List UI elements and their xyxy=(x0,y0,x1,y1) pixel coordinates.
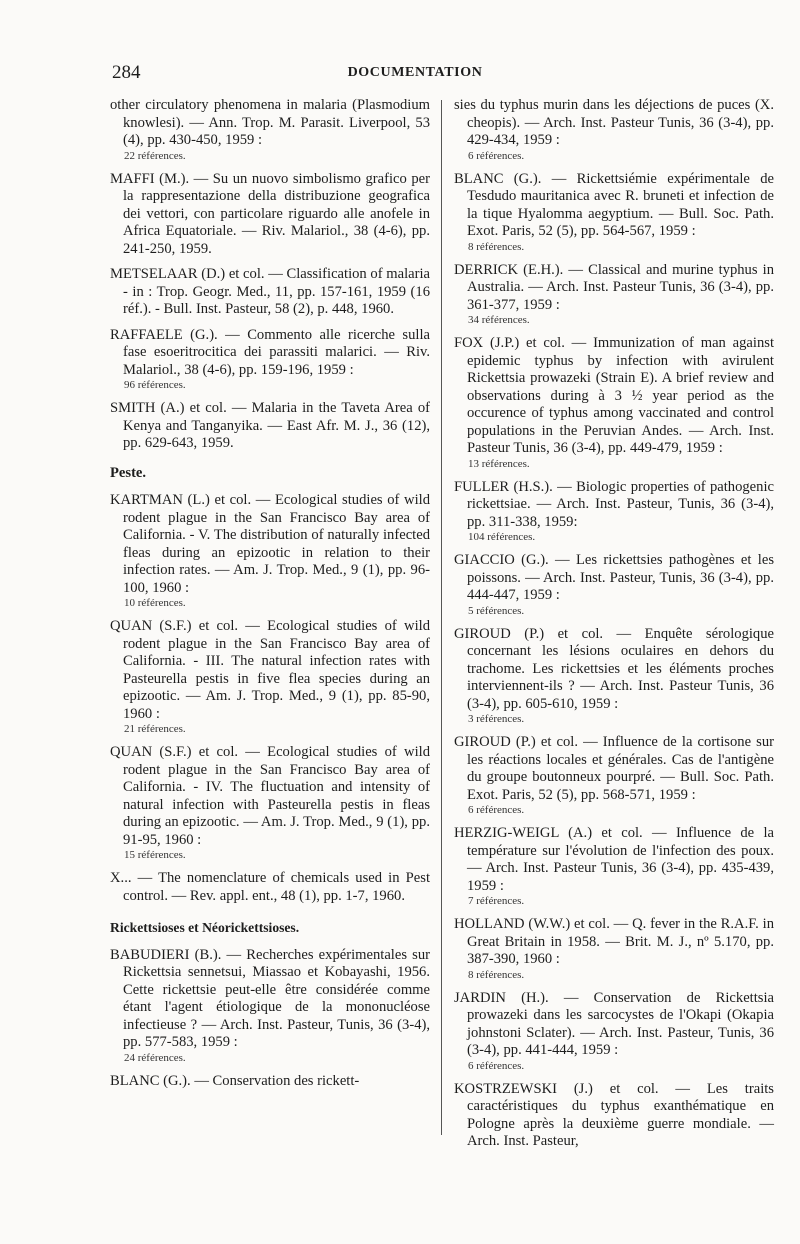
reference-count: 5 références. xyxy=(468,604,525,617)
entry-text: KOSTRZEWSKI (J.) et col. — Les traits caractéristiques du typhus exanthématique en Pologne après la deuxième guerre mondiale. — Arch. Inst. Pasteur, xyxy=(454,1080,774,1149)
entry-text: BLANC (G.). — Rickettsiémie expérimentale de Tesdudo mauritanica avec R. bruneti et infection de la tique Hyalomma aegyptium. — Bull. Soc. Path. Exot. Paris, 52 (5), pp. 564-567, 1959 : xyxy=(454,170,774,239)
reference-count: 6 références. xyxy=(468,149,525,162)
reference-count: 96 références. xyxy=(124,379,186,391)
reference-entry xyxy=(110,327,430,393)
left-column xyxy=(110,97,430,1098)
entry-text: BABUDIERI (B.). — Recherches expérimentales sur Rickettsia sennetsui, Miassao et Kobayashi, 1956. Cette rickettsie peut-elle être considérée comme étant l'agent étiologique de la mononucléose infectieuse ? — Arch. Inst. Pasteur, Tunis, 36 (3-4), pp. 577-583, 1959 : xyxy=(110,946,430,1050)
reference-entry xyxy=(454,335,774,471)
entry-text: BLANC (G.). — Conservation des rickett- xyxy=(110,1072,360,1089)
reference-count: 3 références. xyxy=(468,713,525,725)
entry-text: GIROUD (P.) et col. — Influence de la cortisone sur les réactions locales et générales. Cas de l'antigène du groupe boutonneux pourpré. — Bull. Soc. Path. Exot. Paris, 52 (5), pp. 568-571, 1959 : xyxy=(454,734,774,803)
entry-text: QUAN (S.F.) et col. — Ecological studies of wild rodent plague in the San Francisco Bay area of California. - IV. The fluctuation and intensity of natural infection with Pasteurella pestis in fleas during an epizootic. — Am. J. Trop. Med., 9 (1), pp. 91-95, 1960 : xyxy=(110,744,430,848)
entry-text: FULLER (H.S.). — Biologic properties of pathogenic rickettsiae. — Arch. Inst. Pasteur, Tunis, 36 (3-4), pp. 311-338, 1959: xyxy=(454,478,774,530)
reference-count: 15 références. xyxy=(124,849,186,861)
reference-entry xyxy=(110,1073,430,1091)
reference-count: 7 références. xyxy=(468,895,525,907)
reference-entry xyxy=(110,618,430,736)
reference-entry xyxy=(454,97,774,163)
entry-text: MAFFI (M.). — Su un nuovo simbolismo grafico per la rappresentazione della distribuzione geografica dei vettori, con particolare riguardo alle anofele in Africa Equatoriale. — Riv. Malariol., 38 (4-6), pp. 241-250, 1959. xyxy=(110,170,430,257)
reference-entry xyxy=(454,1081,774,1151)
reference-entry xyxy=(454,990,774,1073)
reference-entry xyxy=(110,870,430,905)
reference-entry xyxy=(110,171,430,259)
reference-entry xyxy=(454,626,774,727)
entry-text: RAFFAELE (G.). — Commento alle ricerche sulla fase esoeritrocitica dei parassiti malarici. — Riv. Malariol., 38 (4-6), pp. 159-196, 1959 : xyxy=(110,326,430,378)
reference-entry xyxy=(110,744,430,862)
reference-count: 22 références. xyxy=(124,149,186,162)
reference-entry xyxy=(454,916,774,982)
reference-entry xyxy=(110,492,430,610)
entry-text: other circulatory phenomena in malaria (Plasmodium knowlesi). — Ann. Trop. M. Parasit. Liverpool, 53 (4), pp. 430-450, 1959 : xyxy=(110,97,430,148)
entry-text: METSELAAR (D.) et col. — Classification of malaria - in : Trop. Geogr. Med., 11, pp. 157-161, 1959 (16 réf.). - Bull. Inst. Pasteur, 58 (2), p. 448, 1960. xyxy=(110,266,430,317)
reference-entry xyxy=(454,262,774,328)
reference-entry xyxy=(454,479,774,545)
reference-count: 13 références. xyxy=(468,457,530,470)
entry-text: DERRICK (E.H.). — Classical and murine typhus in Australia. — Arch. Inst. Pasteur Tunis, 36 (3-4), pp. 361-377, 1959 : xyxy=(454,261,774,313)
entry-text: FOX (J.P.) et col. — Immunization of man against epidemic typhus by infection with avirulent Rickettsia prowazeki (Strain E). A brief review and observations during à 3 ½ year period as the occurence of typhus among vaccinated and control populations in the Peruvian Andes. — Arch. Inst. Pasteur Tunis, 36 (3-4), pp. 449-479, 1959 : xyxy=(454,335,774,456)
reference-count: 10 références. xyxy=(124,597,186,609)
section-title-peste: Peste. xyxy=(110,464,147,481)
column-divider xyxy=(441,100,442,1135)
entry-text: SMITH (A.) et col. — Malaria in the Taveta Area of Kenya and Tanganyika. — East Afr. M. J., 36 (12), pp. 629-643, 1959. xyxy=(110,400,430,451)
reference-entry xyxy=(454,734,774,817)
entry-text: GIROUD (P.) et col. — Enquête sérologique concernant les lésions oculaires en dehors du trachome. Les rickettsies et les éléments proches interviennent-ils ? — Arch. Inst. Pasteur Tunis, 36 (3-4), pp. 605-610, 1959 : xyxy=(454,625,774,712)
reference-entry xyxy=(454,552,774,618)
reference-entry xyxy=(110,947,430,1065)
reference-count: 6 références. xyxy=(468,804,525,816)
reference-entry xyxy=(110,400,430,453)
reference-count: 24 références. xyxy=(124,1051,186,1064)
reference-count: 8 références. xyxy=(468,240,525,253)
reference-entry xyxy=(110,266,430,319)
reference-count: 21 références. xyxy=(124,723,186,735)
reference-count: 104 références. xyxy=(468,531,536,543)
entry-text: GIACCIO (G.). — Les rickettsies pathogènes et les poissons. — Arch. Inst. Pasteur, Tunis, 36 (3-4), pp. 444-447, 1959 : xyxy=(454,552,774,603)
right-column xyxy=(454,97,774,1159)
section-title-rickettsioses: Rickettsioses et Néorickettsioses. xyxy=(110,920,300,935)
entry-text: KARTMAN (L.) et col. — Ecological studies of wild rodent plague in the San Francisco Bay area of California. - V. The distribution of naturally infected fleas during an epizootic in relation to their infection rates. — Am. J. Trop. Med., 9 (1), pp. 96-100, 1960 : xyxy=(110,492,430,596)
reference-count: 34 références. xyxy=(468,314,530,326)
entry-text: HERZIG-WEIGL (A.) et col. — Influence de la température sur l'évolution de l'infection des poux. — Arch. Inst. Pasteur Tunis, 36 (3-4), pp. 435-439, 1959 : xyxy=(454,825,774,894)
reference-count: 6 références. xyxy=(468,1059,525,1072)
running-head: DOCUMENTATION xyxy=(347,65,483,80)
entry-text: X... — The nomenclature of chemicals used in Pest control. — Rev. appl. ent., 48 (1), pp. 1-7, 1960. xyxy=(110,870,430,904)
entry-text: QUAN (S.F.) et col. — Ecological studies of wild rodent plague in the San Francisco Bay area of California. - III. The natural infection rates with Pasteurella pestis in five flea species during an epizootic. — Am. J. Trop. Med., 9 (1), pp. 85-90, 1960 : xyxy=(110,618,430,722)
entry-text: sies du typhus murin dans les déjections de puces (X. cheopis). — Arch. Inst. Pasteur Tunis, 36 (3-4), pp. 429-434, 1959 : xyxy=(454,97,774,148)
reference-entry xyxy=(454,171,774,254)
reference-count: 8 références. xyxy=(468,968,525,981)
reference-entry xyxy=(454,825,774,908)
reference-entry xyxy=(110,97,430,163)
entry-text: JARDIN (H.). — Conservation de Rickettsia prowazeki dans les sarcocystes de l'Okapi (Okapia johnstoni Sclater). — Arch. Inst. Pasteur, Tunis, 36 (3-4), pp. 441-444, 1959 : xyxy=(454,989,774,1058)
entry-text: HOLLAND (W.W.) et col. — Q. fever in the R.A.F. in Great Britain in 1958. — Brit. M. J., nº 5.170, pp. 387-390, 1960 : xyxy=(454,916,774,967)
page-number: 284 xyxy=(112,62,141,83)
page-header xyxy=(112,62,718,86)
